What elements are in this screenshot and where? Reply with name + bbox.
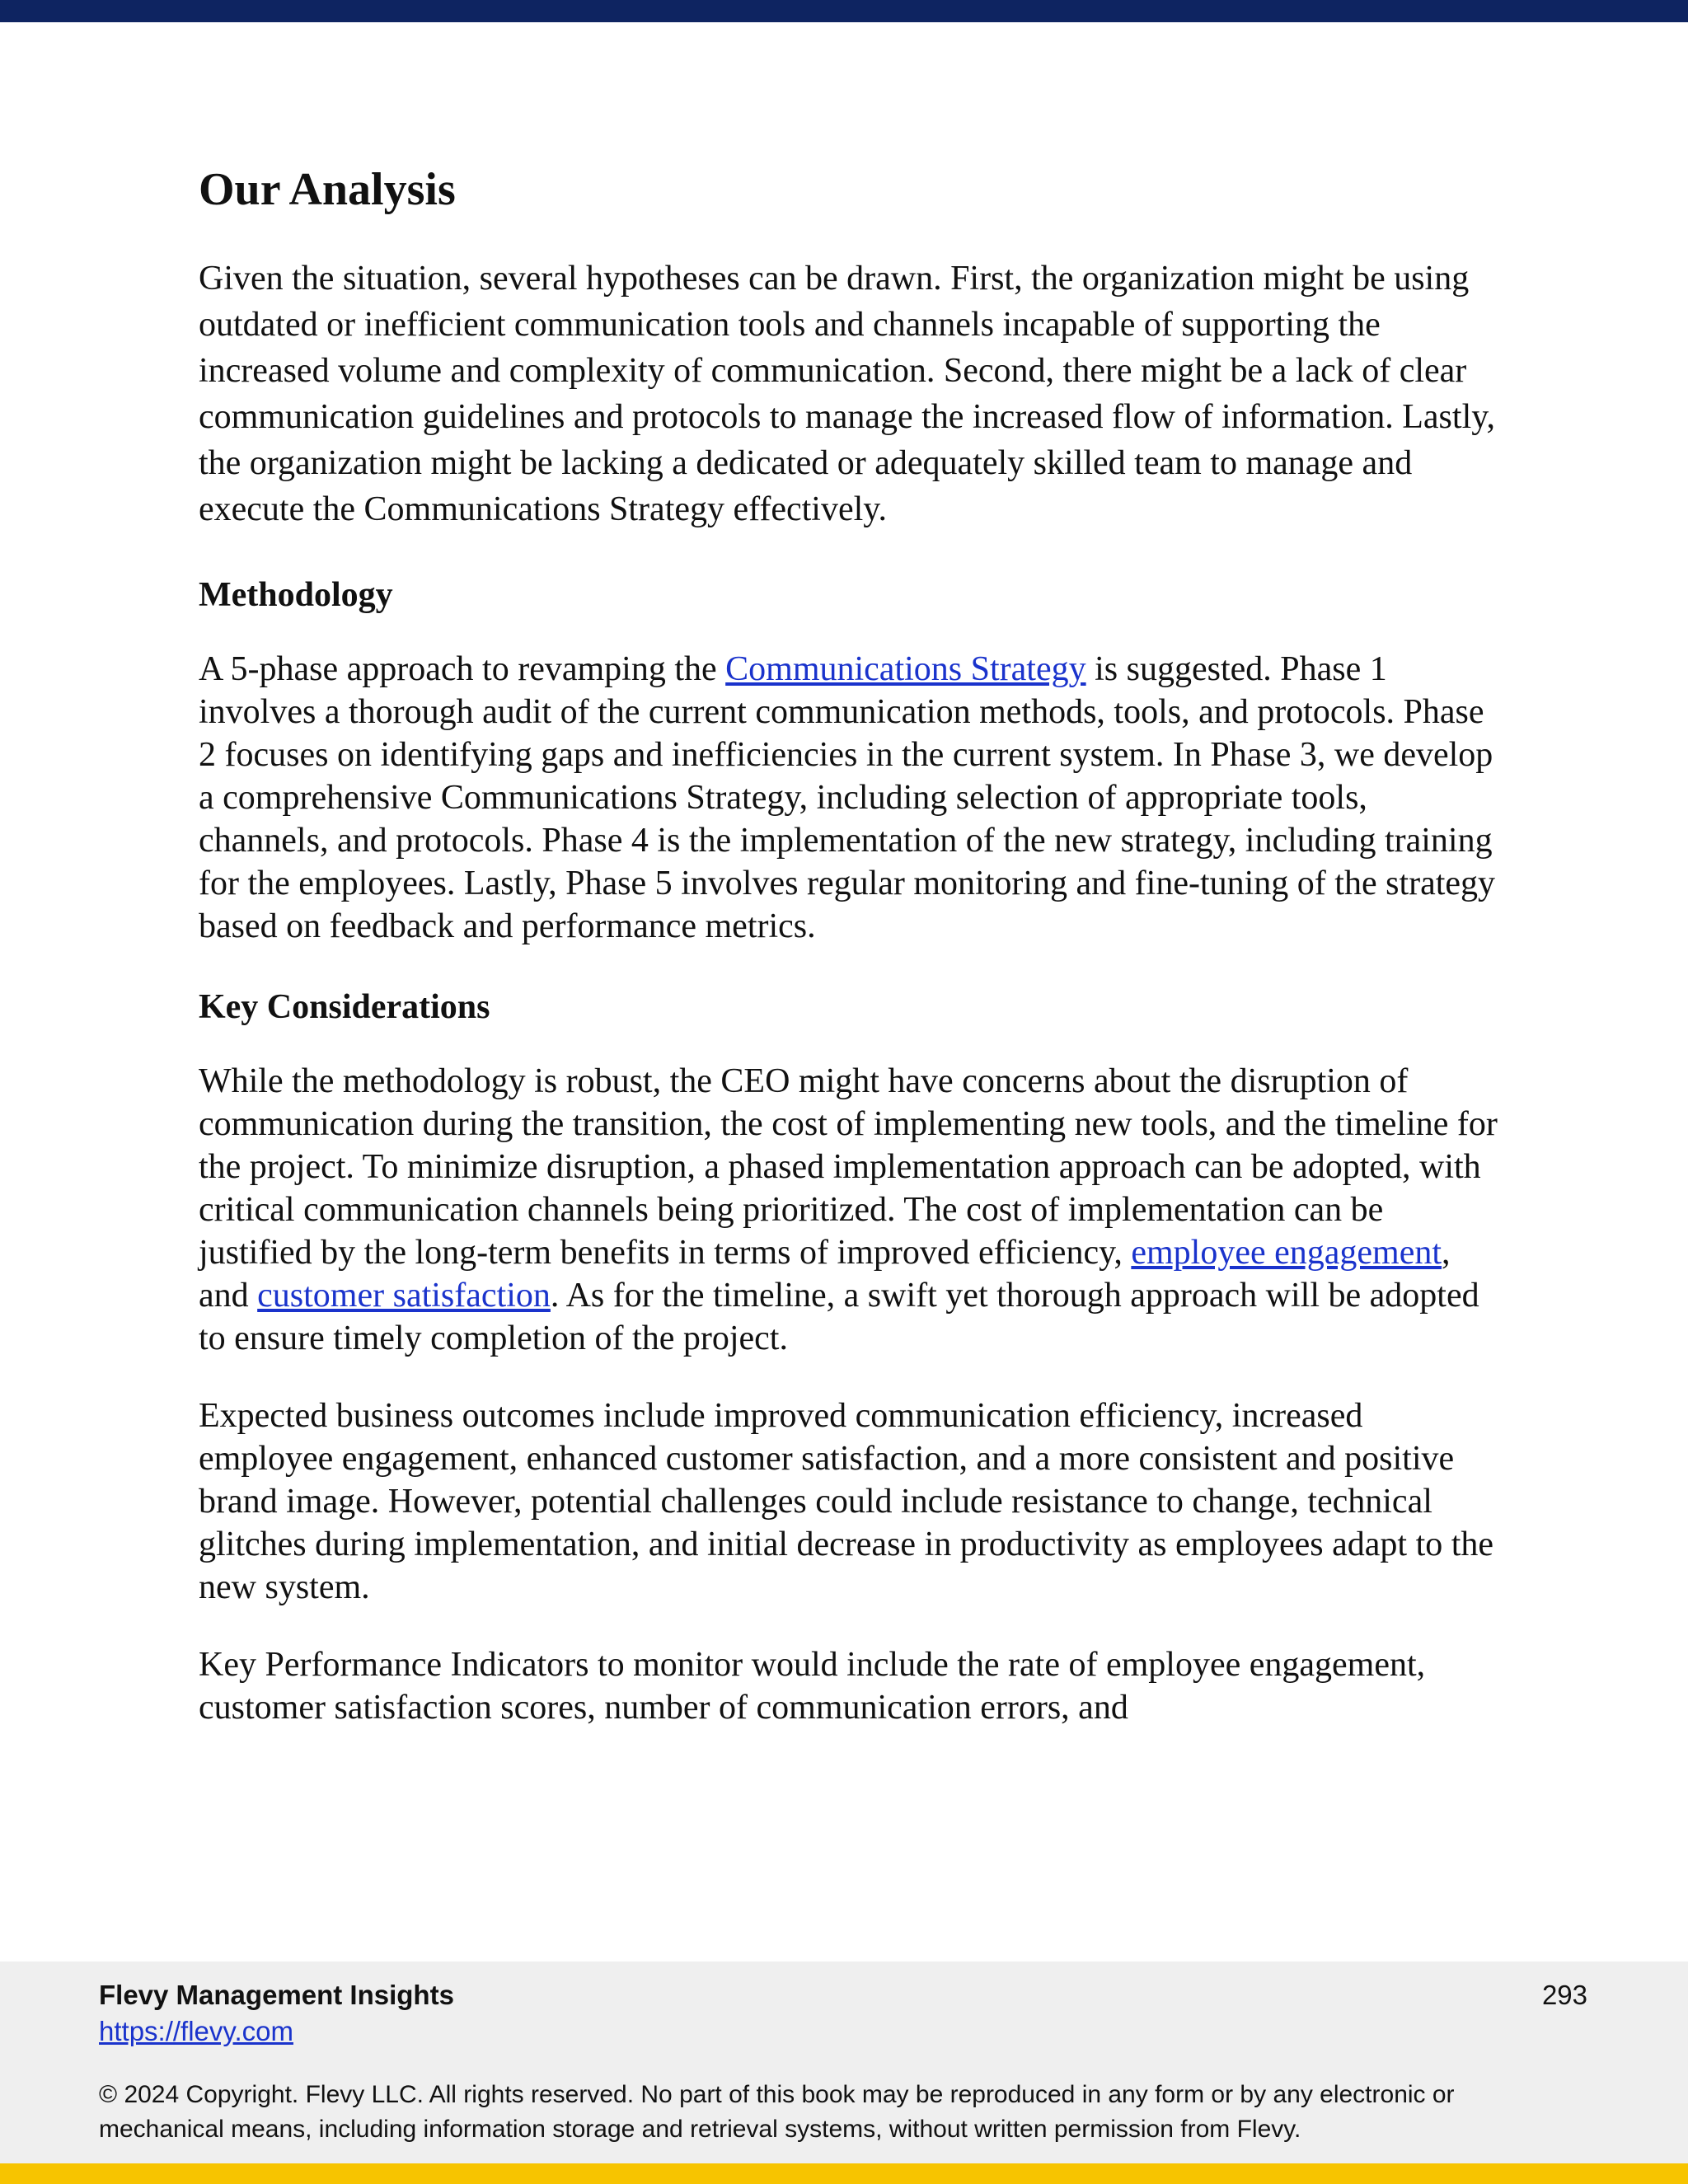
considerations-text-middle: , and [199,1234,1451,1315]
outcomes-paragraph: Expected business outcomes include improved communication efficiency, increased employee engagement, enhanced customer satisfaction, and a more consistent and positive brand image. However, potential challenges could include resistance to change, technical glitches during implementation, and initial decrease in productivity as employees adapt to the new system. [199,1397,1494,1606]
methodology-text-end: is suggested. Phase 1 involves a thorough audit of the current communication methods, tools, and protocols. Phase 2 focuses on identifying gaps and inefficiencies in the current system. In Phase 3, we develop a comprehensive Communications Strategy, including selection of appropriate tools, channels, and protocols. Phase 4 is the implementation of the new strategy, including training for the employees. Lastly, Phase 5 involves regular monitoring and fine-tuning of the strategy based on feedback and performance metrics. [199,650,1496,945]
footer [0,1961,1688,2163]
methodology-text-start: A 5-phase approach to revamping the [199,650,726,688]
copyright-notice: © 2024 Copyright. Flevy LLC. All rights reserved. No part of this book may be reproduced in any form or by any electronic or mechanical means, including information storage and retrieval systems, without written permission from Flevy. [99,2081,1455,2143]
considerations-text-start: While the methodology is robust, the CEO might have concerns about the disruption of communication during the transition, the cost of implementing new tools, and the timeline for the project. To minimize disruption, a phased implementation approach can be adopted, with critical communication channels being prioritized. The cost of implementation can be justified by the long-term benefits in terms of improved efficiency, [199,1062,1498,1272]
footer-accent-bar [0,2163,1688,2184]
header-bar [0,0,1688,22]
methodology-paragraph [199,648,1501,948]
considerations-text-end: . As for the timeline, a swift yet thorough approach will be adopted to ensure timely completion of the project. [199,1277,1479,1357]
footer-brand: Flevy Management Insights [99,1980,454,2010]
footer-url-link[interactable]: https://flevy.com [99,2016,293,2046]
article-body [199,157,1501,1764]
page-title: Our Analysis [199,164,456,215]
communications-strategy-link[interactable]: Communications Strategy [725,650,1086,688]
page-number: 293 [1541,1980,1587,2010]
intro-paragraph: Given the situation, several hypotheses can be drawn. First, the organization might be using outdated or inefficient communication tools and channels incapable of supporting the increased volume and complexity of communication. Second, there might be a lack of clear communication guidelines and protocols to manage the increased flow of information. Lastly, the organization might be lacking a dedicated or adequately skilled team to manage and execute the Communications Strategy effectively. [199,260,1496,528]
employee-engagement-link[interactable]: employee engagement [1131,1234,1442,1272]
methodology-heading: Methodology [199,576,393,614]
kpi-paragraph: Key Performance Indicators to monitor would include the rate of employee engagement, customer satisfaction scores, number of communication errors, and [199,1646,1426,1727]
considerations-paragraph [199,1060,1501,1360]
customer-satisfaction-link[interactable]: customer satisfaction [257,1277,551,1315]
key-considerations-heading: Key Considerations [199,988,490,1026]
